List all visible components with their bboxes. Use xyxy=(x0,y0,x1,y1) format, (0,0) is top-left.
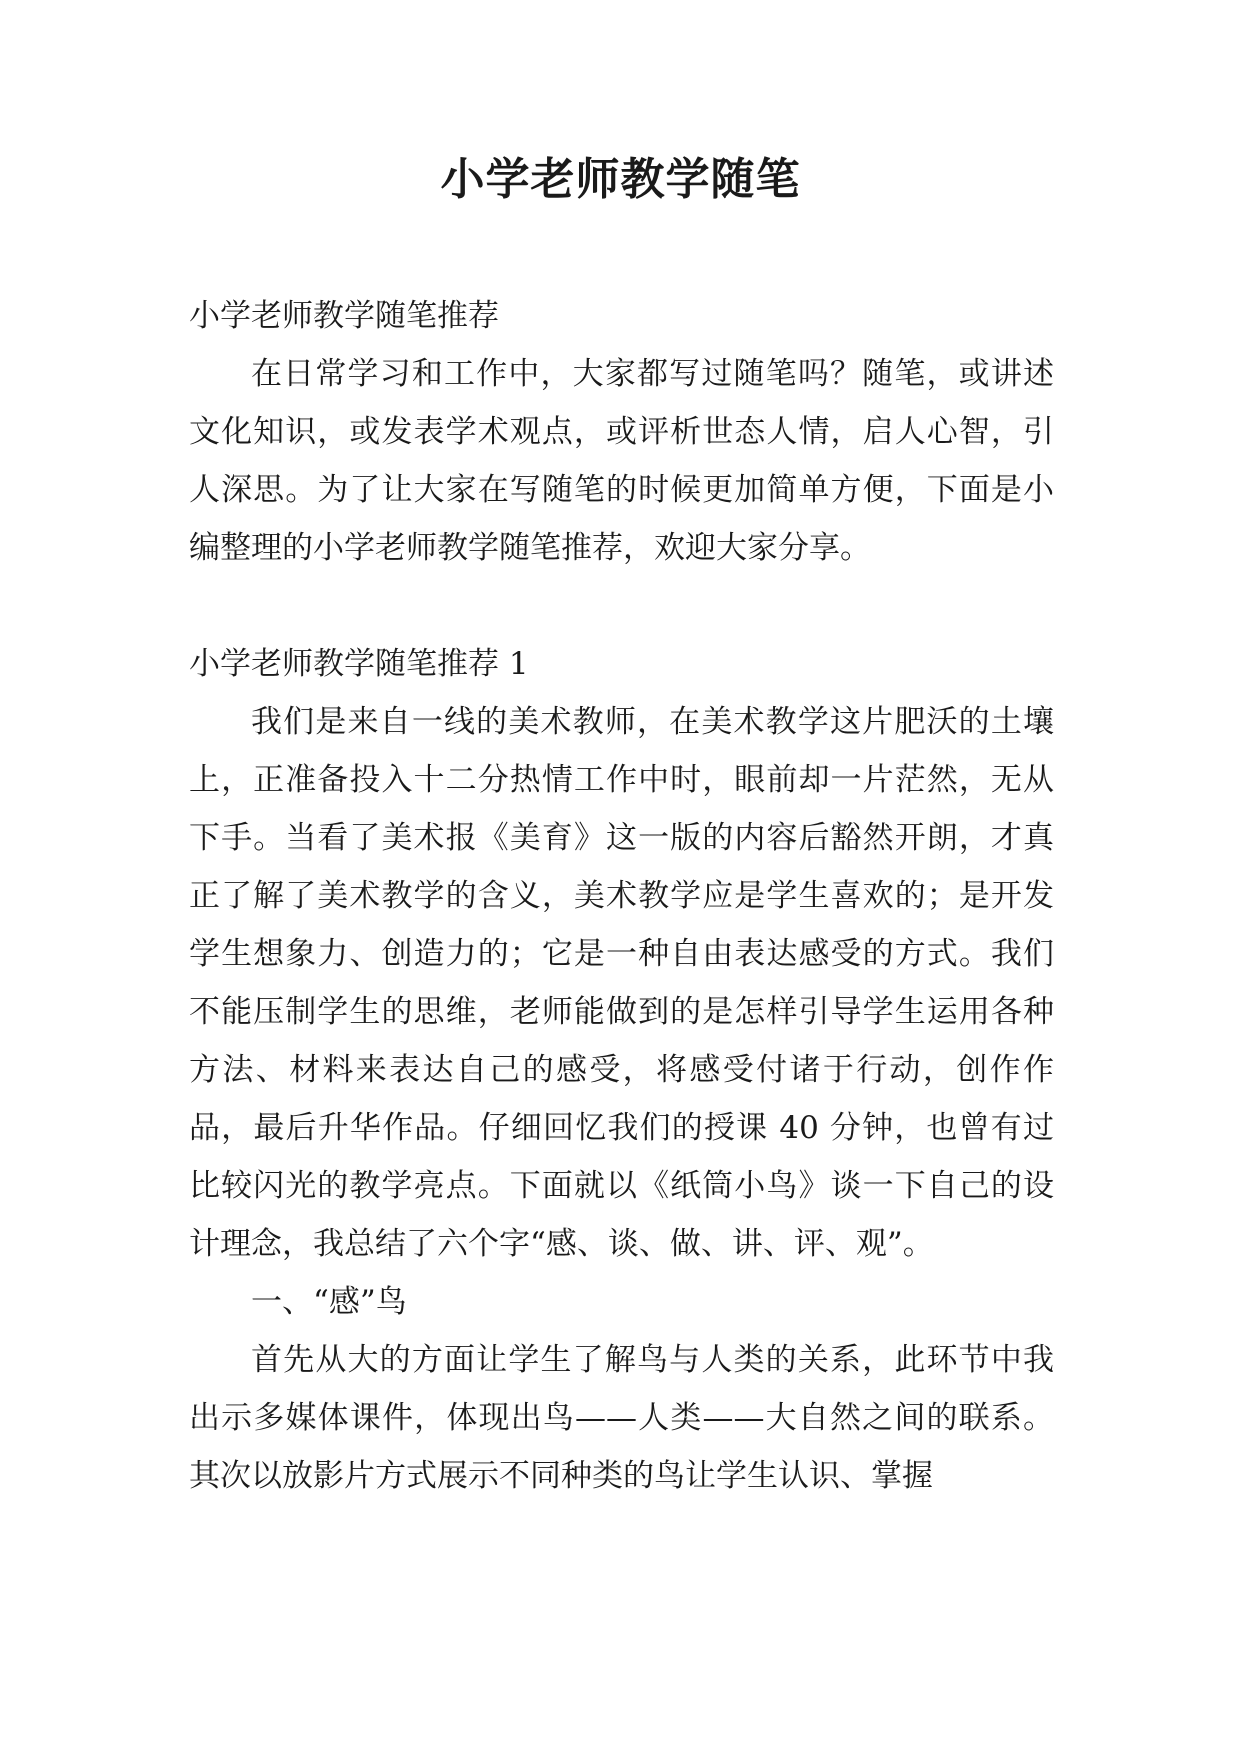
document-title: 小学老师教学随笔 xyxy=(440,154,801,205)
section-heading: 小学老师教学随笔推荐 1 xyxy=(189,646,529,682)
document-body xyxy=(189,287,1054,1505)
subheading-paragraph: 一、“感”鸟 xyxy=(251,1284,407,1320)
section-spacer xyxy=(189,577,1054,635)
body-paragraph: 我们是来自一线的美术教师，在美术教学这片肥沃的土壤上，正准备投入十二分热情工作中时，眼前却一片茫然，无从下手。当看了美术报《美育》这一版的内容后豁然开朗，才真正了解了美术教学的含义，美术教学应是学生喜欢的；是开发学生想象力、创造力的；它是一种自由表达感受的方式。我们不能压制学生的思维，老师能做到的是怎样引导学生运用各种方法、材料来表达自己的感受，将感受付诸于行动，创作作品，最后升华作品。仔细回忆我们的授课 40 分钟，也曾有过比较闪光的教学亮点。下面就以《纸筒小鸟》谈一下自己的设计理念，我总结了六个字“感、谈、做、讲、评、观”。 xyxy=(189,704,1054,1262)
body-paragraph: 首先从大的方面让学生了解鸟与人类的关系，此环节中我出示多媒体课件，体现出鸟——人类——大自然之间的联系。其次以放影片方式展示不同种类的鸟让学生认识、掌握 xyxy=(189,1342,1054,1494)
intro-paragraph: 在日常学习和工作中，大家都写过随笔吗？随笔，或讲述文化知识，或发表学术观点，或评析世态人情，启人心智，引人深思。为了让大家在写随笔的时候更加简单方便，下面是小编整理的小学老师教学随笔推荐，欢迎大家分享。 xyxy=(189,356,1054,566)
section-heading: 小学老师教学随笔推荐 xyxy=(189,298,499,334)
